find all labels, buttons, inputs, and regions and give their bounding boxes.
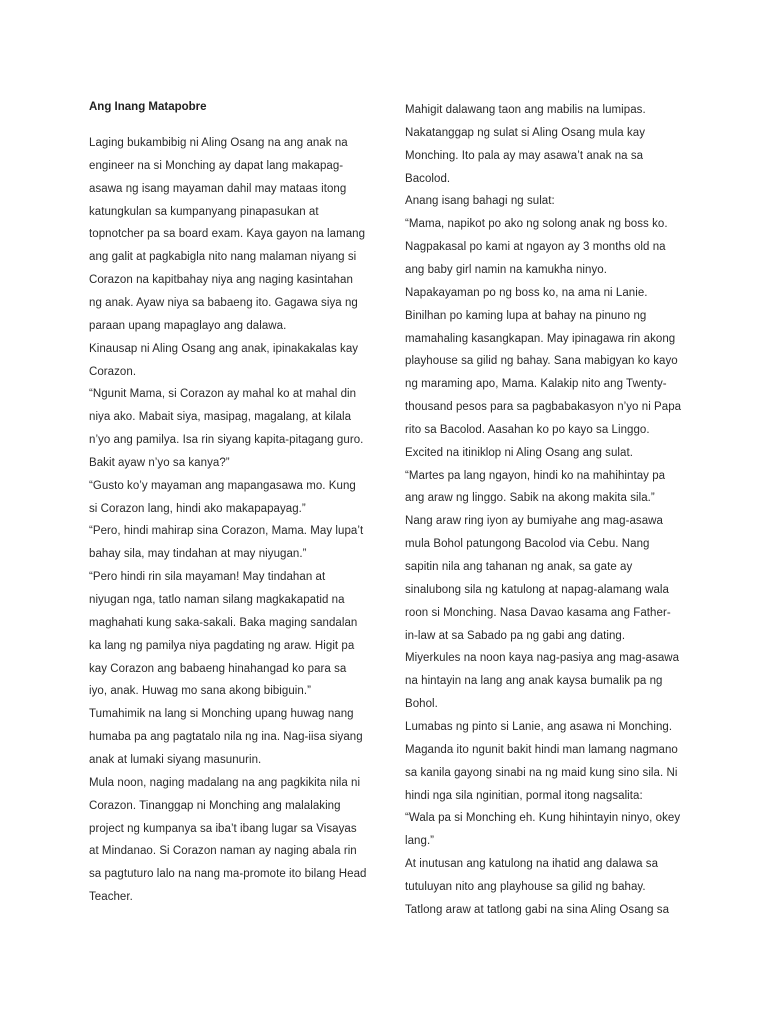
text-line: ka lang ng pamilya niya pagdating ng araw. Higit pa	[89, 639, 355, 652]
text-line: engineer na si Monching ay dapat lang makapag-	[89, 159, 344, 172]
text-line: “Martes pa lang ngayon, hindi ko na mahihintay pa	[405, 469, 666, 482]
text-line: Bakit ayaw n’yo sa kanya?”	[89, 456, 230, 469]
text-line: Anang isang bahagi ng sulat:	[405, 195, 555, 208]
text-line: mamahaling kasangkapan. May ipinagawa rin akong	[405, 332, 676, 345]
text-line: At inutusan ang katulong na ihatid ang dalawa sa	[405, 858, 659, 871]
text-line: in-law at sa Sabado pa ng gabi ang dating.	[405, 629, 626, 642]
text-line: anak at lumaki siyang masunurin.	[89, 753, 262, 766]
text-line: “Pero hindi rin sila mayaman! May tindahan at	[89, 571, 326, 584]
text-line: thousand pesos para sa pagbabakasyon n’yo ni Papa	[405, 401, 682, 414]
text-line: hindi nga sila nginitian, pormal itong nagsalita:	[405, 789, 643, 802]
text-line: “Ngunit Mama, si Corazon ay mahal ko at mahal din	[89, 388, 357, 401]
text-line: ng anak. Ayaw niya sa babaeng ito. Gagawa siya ng	[89, 296, 358, 309]
text-line: lang.”	[405, 835, 435, 848]
text-line: Bohol.	[405, 698, 438, 711]
text-line: Tumahimik na lang si Monching upang huwag nang	[89, 708, 354, 721]
text-line: na hintayin na lang ang anak kaysa bumalik pa ng	[405, 675, 663, 688]
text-line: playhouse sa gilid ng bahay. Sana mabigyan ko kayo	[405, 355, 678, 368]
text-line: kay Corazon ang babaeng hinahangad ko para sa	[89, 662, 347, 675]
text-line: mula Bohol patungong Bacolod via Cebu. Nang	[405, 538, 650, 551]
text-line: rito sa Bacolod. Aasahan ko po kayo sa Linggo.	[405, 423, 650, 436]
text-line: “Wala pa si Monching eh. Kung hihintayin ninyo, okey	[405, 812, 681, 825]
text-line: niyugan nga, tatlo naman silang magkakapatid na	[89, 594, 345, 606]
text-line: Corazon na kapitbahay niya ang naging kasintahan	[89, 274, 353, 287]
document-title: Ang Inang Matapobre	[89, 101, 207, 113]
text-line: topnotcher pa sa board exam. Kaya gayon na lamang	[89, 228, 366, 241]
text-line: sa kanila gayong sinabi na ng maid kung sino sila. Ni	[405, 766, 678, 779]
text-line: Binilhan po kaming lupa at bahay na pinuno ng	[405, 309, 647, 322]
text-line: si Corazon lang, hindi ako makapapayag.”	[89, 502, 306, 515]
text-line: “Gusto ko’y mayaman ang mapangasawa mo. Kung	[89, 479, 356, 492]
text-line: Nang araw ring iyon ay bumiyahe ang mag-asawa	[405, 515, 663, 528]
text-line: Laging bukambibig ni Aling Osang na ang anak na	[89, 137, 348, 149]
text-line: Maganda ito ngunit bakit hindi man lamang nagmano	[405, 743, 678, 756]
text-line: Teacher.	[89, 891, 133, 904]
text-line: bahay sila, may tindahan at may niyugan.”	[89, 548, 307, 561]
text-line: Lumabas ng pinto si Lanie, ang asawa ni Monching.	[405, 720, 673, 733]
text-line: Mula noon, naging madalang na ang pagkikita nila ni	[89, 776, 361, 789]
text-line: iyo, anak. Huwag mo sana akong bibiguin.”	[89, 685, 311, 698]
text-line: niya ako. Mabait siya, masipag, magalang, at kilala	[89, 411, 352, 424]
text-line: Excited na itiniklop ni Aling Osang ang sulat.	[405, 446, 633, 459]
text-line: ang galit at pagkabigla nito nang malaman niyang si	[89, 251, 357, 264]
text-line: paraan upang mapaglayo ang dalawa.	[89, 319, 287, 332]
text-line: Bacolod.	[405, 172, 451, 185]
text-line: sa pagtuturo lalo na nang ma-promote ito bilang Head	[89, 868, 367, 881]
text-line: ng maraming apo, Mama. Kalakip nito ang Twenty-	[405, 378, 667, 391]
text-line: roon si Monching. Nasa Davao kasama ang Father-	[405, 606, 671, 619]
text-line: sinalubong sila ng katulong at napag-alamang wala	[405, 583, 669, 596]
text-line: ang araw ng linggo. Sabik na akong makita sila.”	[405, 492, 655, 505]
text-line: n’yo ang pamilya. Isa rin siyang kapita-pitagang guro.	[89, 434, 364, 447]
text-line: tutuluyan nito ang playhouse sa gilid ng bahay.	[405, 880, 646, 893]
text-line: Tatlong araw at tatlong gabi na sina Aling Osang sa	[405, 903, 670, 916]
text-line: ang baby girl namin na kamukha ninyo.	[405, 263, 607, 276]
text-line: Corazon. Tinanggap ni Monching ang malalaking	[89, 799, 341, 812]
text-line: “Pero, hindi mahirap sina Corazon, Mama. May lupa’t	[89, 525, 364, 538]
text-line: katungkulan sa kumpanyang pinapasukan at	[89, 205, 319, 218]
text-line: Miyerkules na noon kaya nag-pasiya ang mag-asawa	[405, 652, 680, 665]
text-line: Mahigit dalawang taon ang mabilis na lumipas.	[405, 104, 646, 116]
text-line: Monching. Ito pala ay may asawa’t anak na sa	[405, 149, 644, 162]
text-line: “Mama, napikot po ako ng solong anak ng boss ko.	[405, 218, 668, 231]
text-line: humaba pa ang pagtatalo nila ng ina. Nag-iisa siyang	[89, 731, 363, 744]
text-line: Nakatanggap ng sulat si Aling Osang mula kay	[405, 126, 646, 139]
text-line: sapitin nila ang tahanan ng anak, sa gate ay	[405, 561, 633, 573]
text-line: asawa ng isang mayaman dahil may mataas itong	[89, 182, 347, 195]
text-line: project ng kumpanya sa iba’t ibang lugar sa Visayas	[89, 822, 357, 835]
text-line: Kinausap ni Aling Osang ang anak, ipinakakalas kay	[89, 342, 359, 355]
text-line: Nagpakasal po kami at ngayon ay 3 months old na	[405, 241, 666, 254]
text-line: maghahati kung saka-sakali. Baka maging sandalan	[89, 616, 358, 629]
text-line: at Mindanao. Si Corazon naman ay naging abala rin	[89, 845, 357, 858]
text-line: Corazon.	[89, 365, 137, 378]
text-line: Napakayaman po ng boss ko, na ama ni Lanie.	[405, 286, 648, 299]
